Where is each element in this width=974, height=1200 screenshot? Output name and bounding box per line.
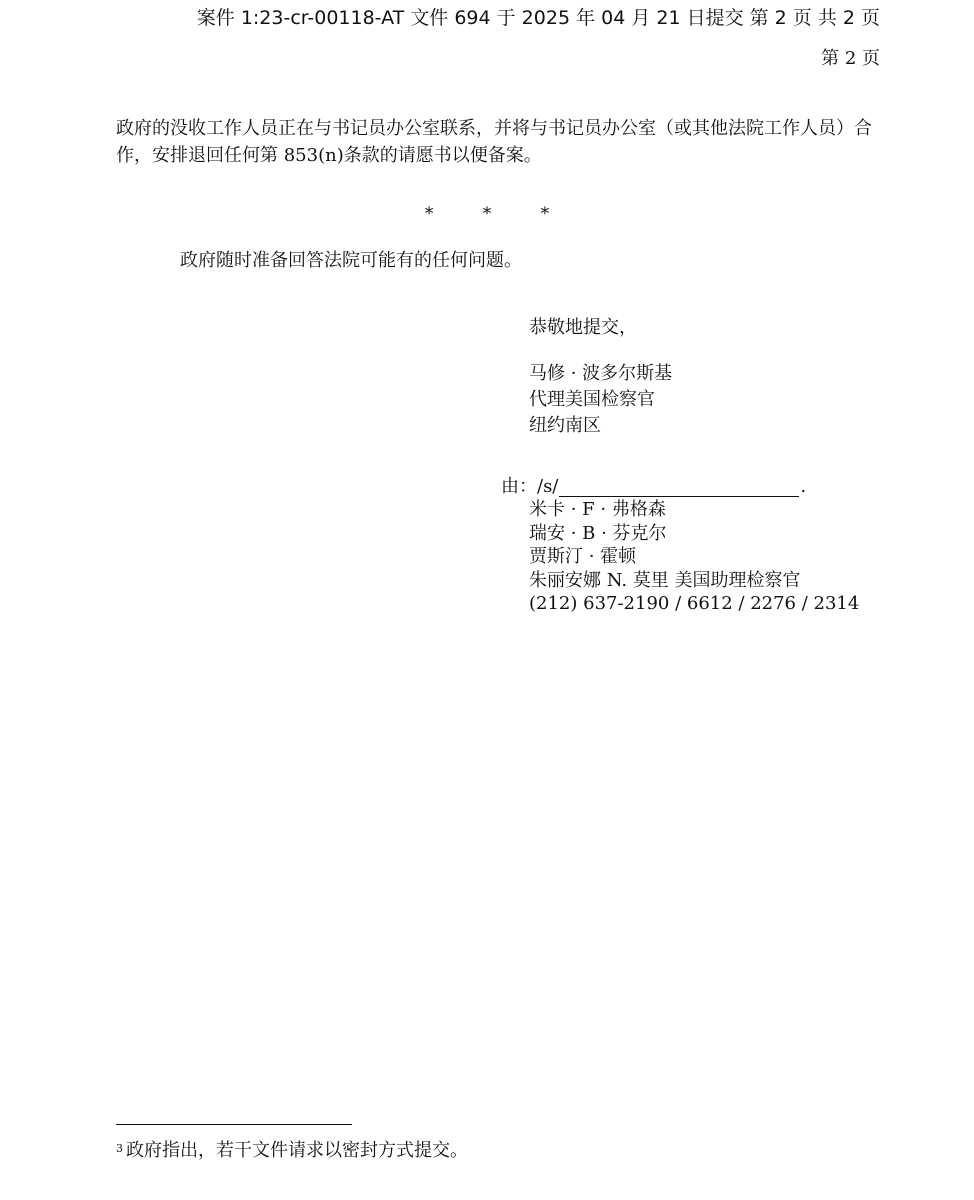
signature-end: .: [800, 476, 807, 497]
by-label: 由：: [501, 476, 537, 497]
footnote-text: 政府指出，若干文件请求以密封方式提交。: [126, 1140, 468, 1161]
signer-block: [529, 361, 672, 439]
page-number: 第 2 页: [821, 48, 880, 69]
attorney-name: 米卡 · F · 弗格森: [529, 499, 666, 520]
district-name: 纽约南区: [529, 415, 601, 436]
section-break: * * *: [424, 204, 572, 224]
signer-name: 马修 · 波多尔斯基: [529, 363, 673, 384]
attorney-list: [529, 498, 859, 616]
footnote-number: 3: [116, 1142, 123, 1155]
phone-numbers: (212) 637-2190 / 6612 / 2276 / 2314: [529, 593, 860, 614]
attorney-name: 贾斯汀 · 霍顿: [529, 546, 637, 567]
body-paragraph: 政府随时准备回答法院可能有的任何问题。: [180, 250, 522, 271]
footnote-divider: [116, 1124, 352, 1125]
closing-phrase: 恭敬地提交，: [529, 317, 637, 338]
signer-title: 代理美国检察官: [529, 389, 655, 410]
signature-rule: [559, 480, 799, 497]
footnote: [116, 1138, 468, 1164]
signature-line: [501, 474, 806, 500]
attorney-name: 瑞安 · B · 芬克尔: [529, 522, 667, 544]
signature-mark: /s/: [537, 476, 559, 497]
body-paragraph: 政府的没收工作人员正在与书记员办公室联系，并将与书记员办公室（或其他法院工作人员）合作，安排退回任何第 853(n)条款的请愿书以便备案。: [116, 118, 872, 166]
case-caption: 案件 1:23-cr-00118-AT 文件 694 于 2025 年 04 月 21 日提交 第 2 页 共 2 页: [196, 7, 880, 29]
attorney-name: 朱丽安娜 N. 莫里 美国助理检察官: [529, 569, 801, 591]
